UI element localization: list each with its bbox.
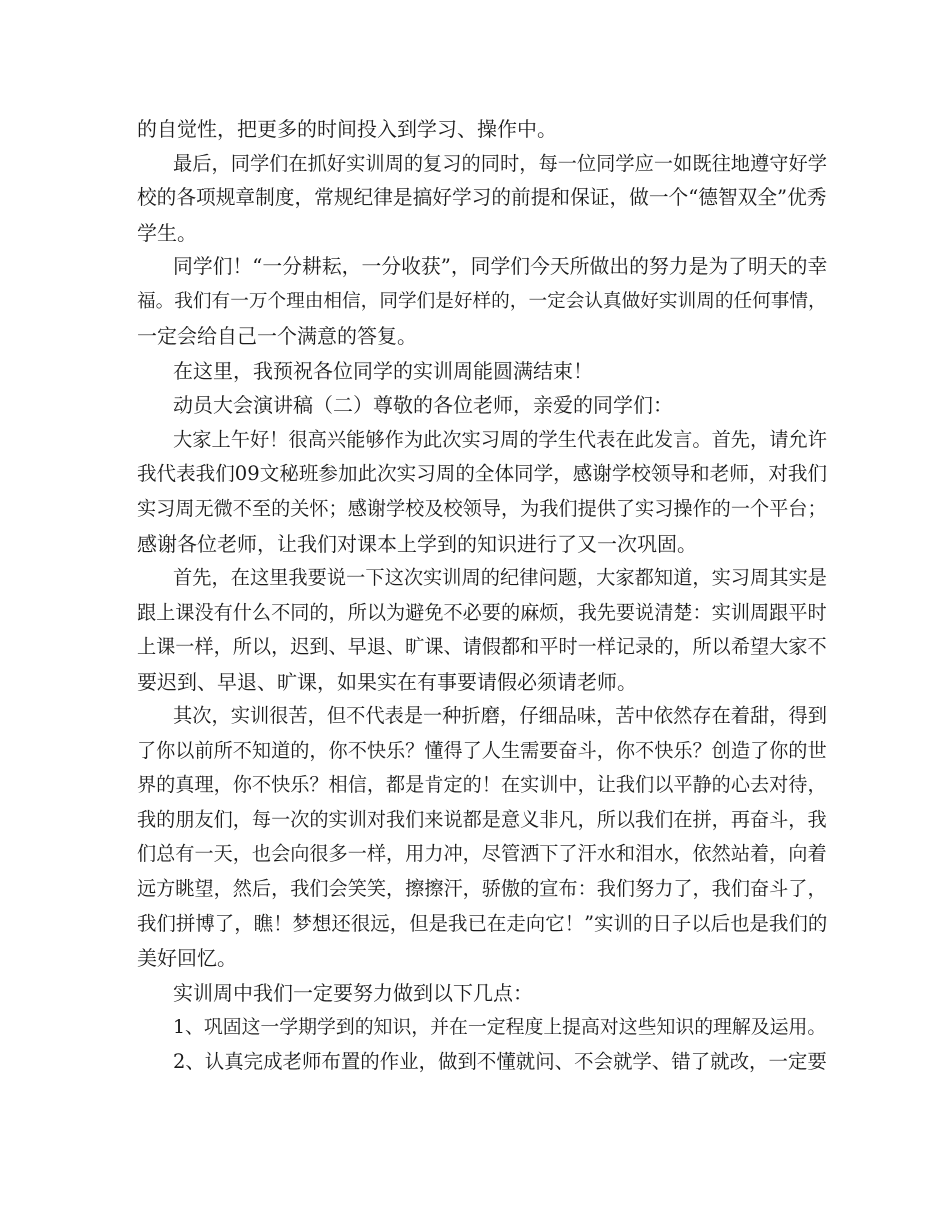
text-line: 2、认真完成老师布置的作业，做到不懂就问、不会就学、错了就改，一定要 (173, 1049, 827, 1073)
text-line: 界的真理，你不快乐？相信，都是肯定的！在实训中，让我们以平静的心去对待， (137, 773, 827, 797)
text-line: 最后，同学们在抓好实训周的复习的同时，每一位同学应一如既往地遵守好学 (173, 151, 827, 175)
text-line: 福。我们有一万个理由相信，同学们是好样的，一定会认真做好实训周的任何事情， (137, 290, 827, 312)
text-line: 1、巩固这一学期学到的知识，并在一定程度上提高对这些知识的理解及运用。 (173, 1016, 827, 1039)
text-line: 实习周无微不至的关怀；感谢学校及校领导，为我们提供了实习操作的一个平台； (137, 497, 827, 521)
text-line: 校的各项规章制度，常规纪律是搞好学习的前提和保证，做一个“德智双全”优秀 (137, 186, 827, 210)
text-line: 们总有一天，也会向很多一样，用力冲，尽管洒下了汗水和泪水，依然站着，向着 (137, 842, 827, 866)
text-line: 远方眺望，然后，我们会笑笑，擦擦汗，骄傲的宣布：我们努力了，我们奋斗了， (137, 877, 827, 901)
text-line: 美好回忆。 (137, 946, 237, 971)
text-line: 上课一样，所以，迟到、早退、旷课、请假都和平时一样记录的，所以希望大家不 (137, 635, 827, 659)
text-line: 其次，实训很苦，但不代表是一种折磨，仔细品味，苦中依然存在着甜，得到 (173, 704, 827, 728)
text-line: 的自觉性，把更多的时间投入到学习、操作中。 (137, 117, 557, 141)
text-line: 首先，在这里我要说一下这次实训周的纪律问题，大家都知道，实习周其实是 (173, 566, 827, 590)
text-line: 在这里，我预祝各位同学的实训周能圆满结束！ (173, 358, 593, 383)
text-line: 大家上午好！很高兴能够作为此次实习周的学生代表在此发言。首先，请允许 (173, 427, 827, 451)
text-line: 动员大会演讲稿（二）尊敬的各位老师，亲爱的同学们： (173, 393, 673, 418)
text-line: 跟上课没有什么不同的，所以为避免不必要的麻烦，我先要说清楚：实训周跟平时 (137, 600, 827, 624)
text-line: 一定会给自己一个满意的答复。 (137, 324, 417, 349)
text-line: 了你以前所不知道的，你不快乐？懂得了人生需要奋斗，你不快乐？创造了你的世 (137, 738, 827, 762)
text-line: 我的朋友们，每一次的实训对我们来说都是意义非凡，所以我们在拼，再奋斗，我 (137, 807, 827, 831)
text-line: 同学们！“一分耕耘，一分收获”，同学们今天所做出的努力是为了明天的幸 (173, 255, 828, 279)
text-line: 我们拼博了，瞧！梦想还很远，但是我已在走向它！”实训的日子以后也是我们的 (137, 911, 828, 935)
text-line: 我代表我们09文秘班参加此次实习周的全体同学，感谢学校领导和老师，对我们 (137, 462, 828, 486)
text-line: 实训周中我们一定要努力做到以下几点： (173, 980, 533, 1005)
text-line: 学生。 (137, 220, 197, 245)
text-line: 要迟到、早退、旷课，如果实在有事要请假必须请老师。 (137, 669, 637, 694)
document-body (137, 112, 827, 1079)
text-line: 感谢各位老师，让我们对课本上学到的知识进行了又一次巩固。 (137, 531, 697, 556)
